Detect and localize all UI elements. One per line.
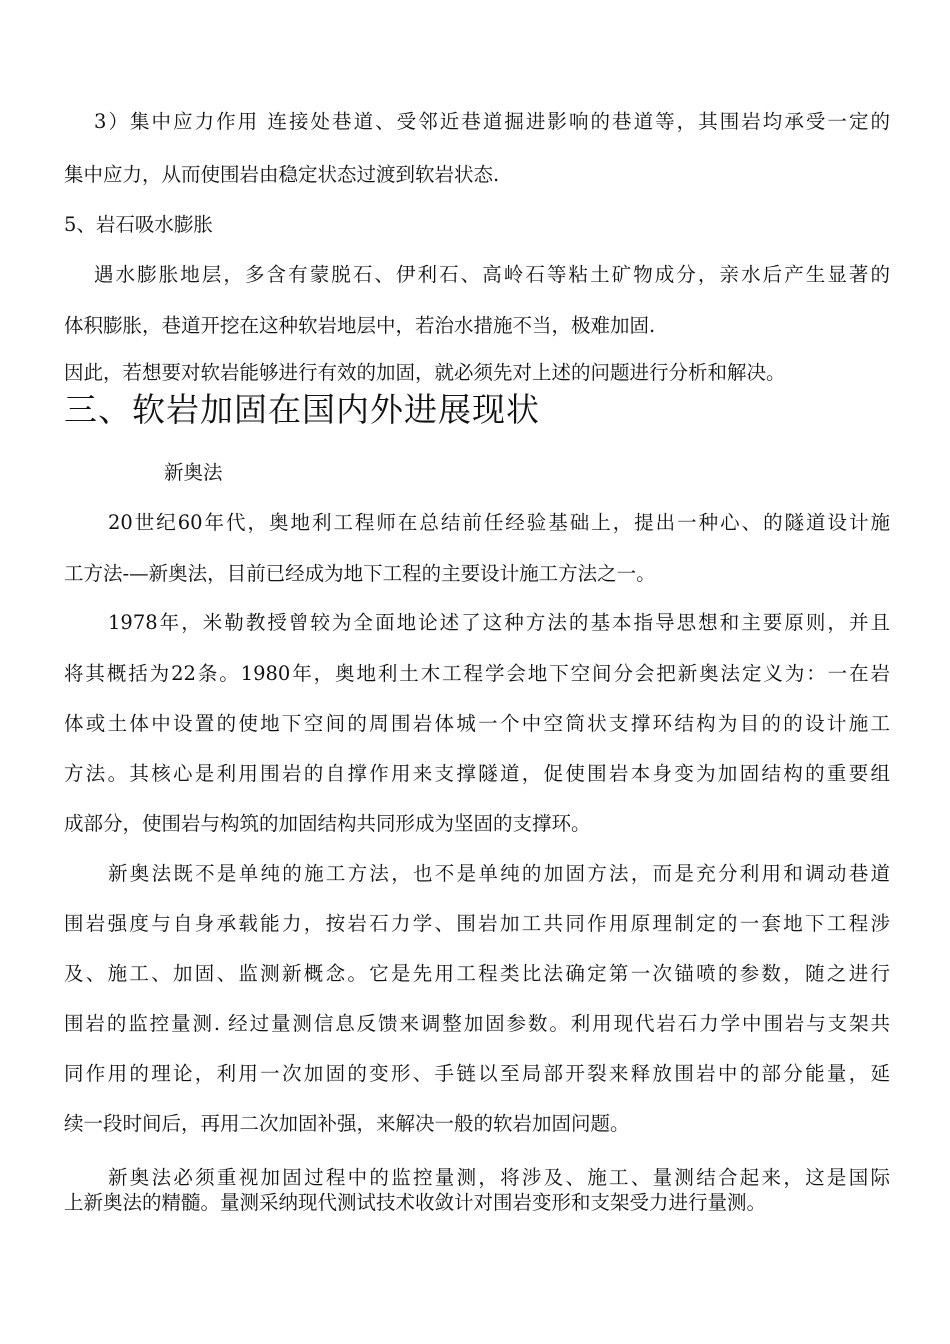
paragraph-natm-definition-line-4: 方法。其核心是利用围岩的自撑作用来支撑隧道，促使围岩本身变为加固结构的重要组 [64,762,890,785]
paragraph-natm-concept-line-3: 及、施工、加固、监测新概念。它是先用工程类比法确定第一次锚喷的参数，随之进行 [64,962,890,985]
subheading-rock-swelling: 5、岩石吸水膨胀 [64,213,213,236]
paragraph-natm-origin-line-2: 工方法-—新奥法，目前已经成为地下工程的主要设计施工方法之一。 [64,562,656,585]
paragraph-natm-concept-line-4: 围岩的监控量测. 经过量测信息反馈来调整加固参数。利用现代岩石力学中围岩与支架共 [64,1012,890,1035]
paragraph-natm-concept-line-6: 续一段时间后，再用二次加固补强，来解决一般的软岩加固问题。 [64,1112,630,1135]
paragraph-natm-concept-line-5: 同作用的理论，利用一次加固的变形、手链以至局部开裂来释放围岩中的部分能量，延 [64,1062,890,1085]
paragraph-natm-concept-line-2: 围岩强度与自身承载能力，按岩石力学、围岩加工共同作用原理制定的一套地下工程涉 [64,912,890,935]
paragraph-swelling-line-2: 体积膨胀，巷道开挖在这种软岩地层中，若治水措施不当，极难加固. [64,314,656,337]
paragraph-natm-definition-line-2: 将其概括为22条。1980年，奥地利土木工程学会地下空间分会把新奥法定义为：一在岩 [64,662,890,685]
section-title: 三、软岩加固在国内外进展现状 [64,390,540,429]
paragraph-natm-concept-line-1: 新奥法既不是单纯的施工方法，也不是单纯的加固方法，而是充分利用和调动巷道 [108,862,890,885]
paragraph-natm-definition-line-5: 成部分，使围岩与构筑的加固结构共同形成为坚固的支撑环。 [64,812,591,835]
paragraph-concentrated-stress-line-2: 集中应力，从而使围岩由稳定状态过渡到软岩状态. [64,163,500,186]
paragraph-concentrated-stress-line-1: 3）集中应力作用 连接处巷道、受邻近巷道掘进影响的巷道等，其围岩均承受一定的 [94,110,890,133]
paragraph-natm-origin-line-1: 20世纪60年代，奥地利工程师在总结前任经验基础上，提出一种心、的隧道设计施 [108,511,890,534]
paragraph-conclusion: 因此，若想要对软岩能够进行有效的加固，就必须先对上述的问题进行分析和解决。 [64,361,786,384]
paragraph-natm-monitoring-line-2: 上新奥法的精髓。量测采纳现代测试技术收敛计对围岩变形和支架受力进行量测。 [64,1191,767,1214]
paragraph-natm-monitoring-line-1: 新奥法必须重视加固过程中的监控量测，将涉及、施工、量测结合起来，这是国际 [108,1166,890,1189]
paragraph-swelling-line-1: 遇水膨胀地层，多含有蒙脱石、伊利石、高岭石等粘土矿物成分，亲水后产生显著的 [94,263,890,286]
subheading-natm: 新奥法 [164,461,223,484]
paragraph-natm-definition-line-1: 1978年，米勒教授曾较为全面地论述了这种方法的基本指导思想和主要原则，并且 [108,611,890,634]
paragraph-natm-definition-line-3: 体或土体中设置的使地下空间的周围岩体城一个中空筒状支撑环结构为目的的设计施工 [64,712,890,735]
